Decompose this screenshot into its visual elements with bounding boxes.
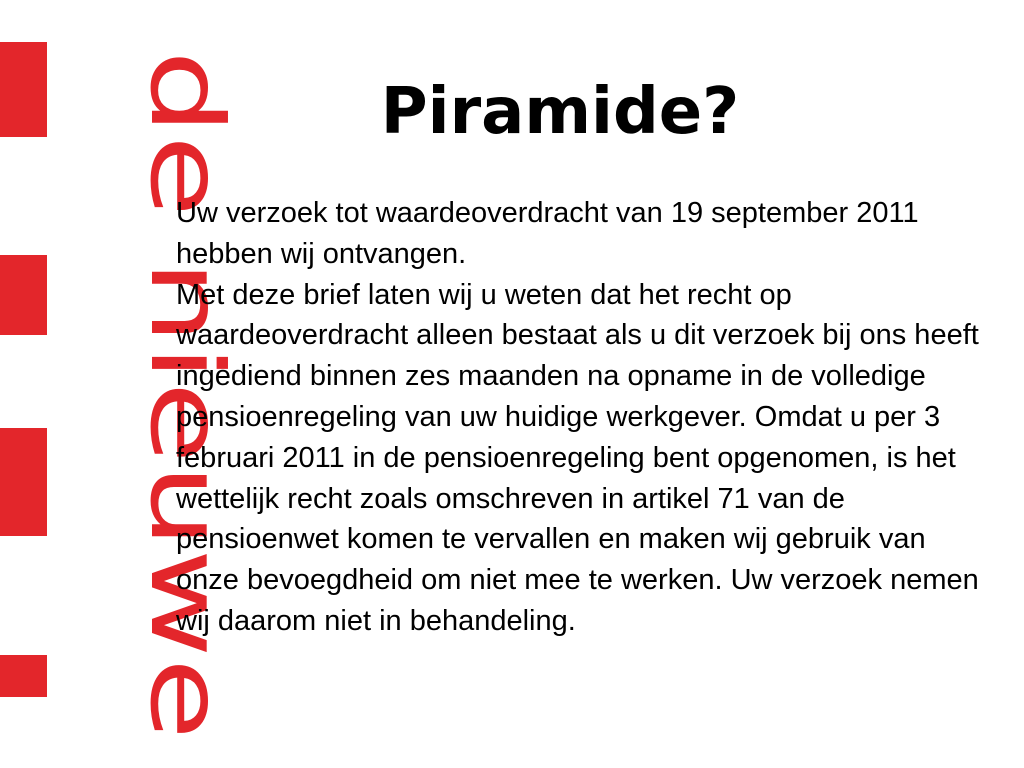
logo-red-block-middle — [0, 255, 47, 335]
logo-red-block-top — [0, 42, 47, 137]
slide-body — [176, 193, 986, 642]
body-paragraph-2: Met deze brief laten wij u weten dat het recht op waardeoverdracht alleen bestaat als u dit verzoek bij ons heeft ingediend binnen zes maanden na opname in de volledige pensioenregeling van uw huidige werkgever. Omdat u per 3 februari 2011 in de pensioenregeling bent opgenomen, is het wettelijk recht zoals omschreven in artikel 71 van de pensioenwet komen te vervallen en maken wij gebruik van onze bevoegdheid om niet mee te werken. Uw verzoek nemen wij daarom niet in behandeling. — [176, 278, 979, 637]
logo-wordmark-text: de nieuwe — [128, 50, 245, 567]
logo-red-block-bottom — [0, 655, 47, 697]
slide-title: Piramide? — [380, 75, 740, 149]
body-paragraph-1: Uw verzoek tot waardeoverdracht van 19 september 2011 hebben wij ontvangen. — [176, 197, 919, 270]
logo-red-block-lower — [0, 428, 47, 536]
de-nieuwe-logo — [0, 0, 245, 768]
